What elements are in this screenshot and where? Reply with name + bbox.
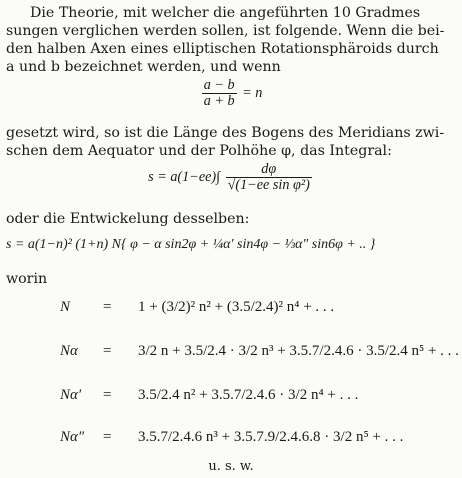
text-line: schen dem Aequator und der Polhöhe φ, das Integral: <box>6 143 392 159</box>
text-line: Die Theorie, mit welcher die angeführten 10 Gradmes <box>30 5 421 21</box>
equation-row-Nalpha: Nα = 3/2 n + 3.5/2.4 · 3/2 n³ + 3.5.7/2.4.6 · 3.5/2.4 n⁵ + . . . <box>60 343 459 359</box>
text-line: sungen verglichen werden sollen, ist folgende. Wenn die bei- <box>6 23 445 39</box>
row-lhs: Nα <box>60 343 78 359</box>
text-line: worin <box>6 271 48 287</box>
equation-series: s = a(1−n)² (1+n) N{ φ − α sin2φ + ¼α′ sin4φ − ⅓α″ sin6φ + .. } <box>6 237 376 252</box>
text-line: den halben Axen eines elliptischen Rotationsphäroids durch <box>6 41 439 57</box>
fraction-numerator: dφ <box>261 161 277 177</box>
equation-integral <box>0 162 462 193</box>
fraction <box>226 162 312 193</box>
fraction <box>202 78 237 109</box>
closing-text: u. s. w. <box>208 459 254 474</box>
row-rhs: 1 + (3/2)² n² + (3.5/2.4)² n⁴ + . . . <box>138 299 335 315</box>
row-rhs: 3.5/2.4 n² + 3.5.7/2.4.6 · 3/2 n⁴ + . . . <box>138 387 359 403</box>
row-lhs: Nα″ <box>60 429 85 445</box>
row-lhs: N <box>60 299 71 315</box>
fraction-denominator: √(1−ee sin φ²) <box>227 177 310 193</box>
equation-rhs: = n <box>242 84 263 101</box>
text-line: oder die Entwickelung desselben: <box>6 211 250 227</box>
fraction-numerator: a − b <box>203 77 235 93</box>
equation-row-N: N = 1 + (3/2)² n² + (3.5/2.4)² n⁴ + . . . <box>60 299 335 315</box>
integral-lhs: s = a(1−ee)∫ <box>148 168 221 185</box>
row-lhs: Nα′ <box>60 387 82 403</box>
fraction-denominator: a + b <box>203 93 235 109</box>
row-rhs: 3.5.7/2.4.6 n³ + 3.5.7.9/2.4.6.8 · 3/2 n⁵ + . . . <box>138 429 404 445</box>
text-line: gesetzt wird, so ist die Länge des Bogens des Meridians zwi- <box>6 125 445 141</box>
equation-n <box>0 78 462 109</box>
equation-row-Nalpha-prime: Nα′ = 3.5/2.4 n² + 3.5.7/2.4.6 · 3/2 n⁴ + . . . <box>60 387 359 403</box>
equation-row-Nalpha-double-prime: Nα″ = 3.5.7/2.4.6 n³ + 3.5.7.9/2.4.6.8 · 3/2 n⁵ + . . . <box>60 429 404 445</box>
text-line: a und b bezeichnet werden, und wenn <box>6 59 281 75</box>
row-rhs: 3/2 n + 3.5/2.4 · 3/2 n³ + 3.5.7/2.4.6 · 3.5/2.4 n⁵ + . . . <box>138 343 459 359</box>
